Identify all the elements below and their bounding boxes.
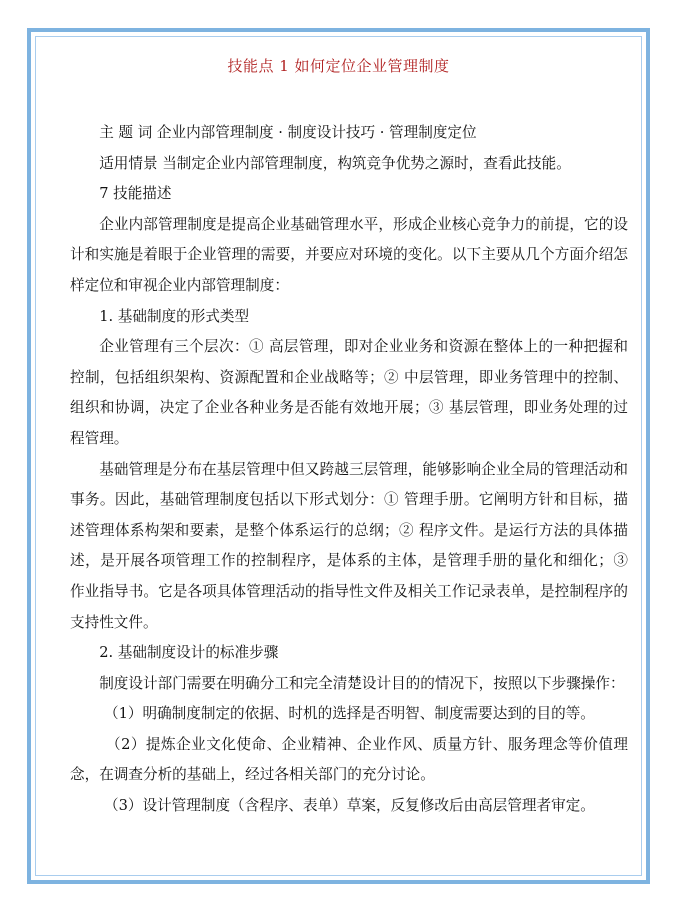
step-3: （3）设计管理制度（含程序、表单）草案，反复修改后由高层管理者审定。 xyxy=(104,797,595,815)
subheading-2: 2. 基础制度设计的标准步骤 xyxy=(99,644,279,662)
paragraph-3: 制度设计部门需要在明确分工和完全清楚设计目的的情况下，按照以下步骤操作： xyxy=(99,674,625,692)
step-2: （2）提炼企业文化使命、企业精神、企业作风、质量方针、服务理念等价值理念，在调查分析的基础上，经过各相关部门的充分讨论。 xyxy=(70,735,628,784)
paragraph-2: 基础管理是分布在基层管理中但又跨越三层管理，能够影响企业全局的管理活动和事务。因此，基础管理制度包括以下形式划分：① 管理手册。它阐明方针和目标，描述管理体系构架和要素，是整个体系运行的总纲；② 程序文件。是运行方法的具体描述，是开展各项管理工作的控制程序，是体系的主体，是管理手册的量化和细化；③ 作业指导书。它是各项具体管理活动的指导性文件及相关工作记录表单，是控制程序的支持性文件。 xyxy=(70,460,628,631)
document-body xyxy=(70,118,628,822)
step-1: （1）明确制度制定的依据、时机的选择是否明智、制度需要达到的目的等。 xyxy=(104,705,595,723)
page-title: 技能点 1 如何定位企业管理制度 xyxy=(227,57,450,75)
paragraph-1: 企业管理有三个层次：① 高层管理，即对企业业务和资源在整体上的一种把握和控制，包括组织架构、资源配置和企业战略等；② 中层管理，即业务管理中的控制、组织和协调，决定了企业各种业务是否能有效地开展；③ 基层管理，即业务处理的过程管理。 xyxy=(70,338,628,447)
section-heading: 7 技能描述 xyxy=(99,185,172,203)
subheading-1: 1. 基础制度的形式类型 xyxy=(99,307,250,325)
intro-paragraph: 企业内部管理制度是提高企业基础管理水平，形成企业核心竞争力的前提，它的设计和实施是着眼于企业管理的需要，并要应对环境的变化。以下主要从几个方面介绍怎样定位和审视企业内部管理制度： xyxy=(70,215,628,294)
scenario-line: 适用情景 当制定企业内部管理制度，构筑竞争优势之源时，查看此技能。 xyxy=(99,154,571,172)
keywords-line: 主 题 词 企业内部管理制度 · 制度设计技巧 · 管理制度定位 xyxy=(99,124,477,141)
